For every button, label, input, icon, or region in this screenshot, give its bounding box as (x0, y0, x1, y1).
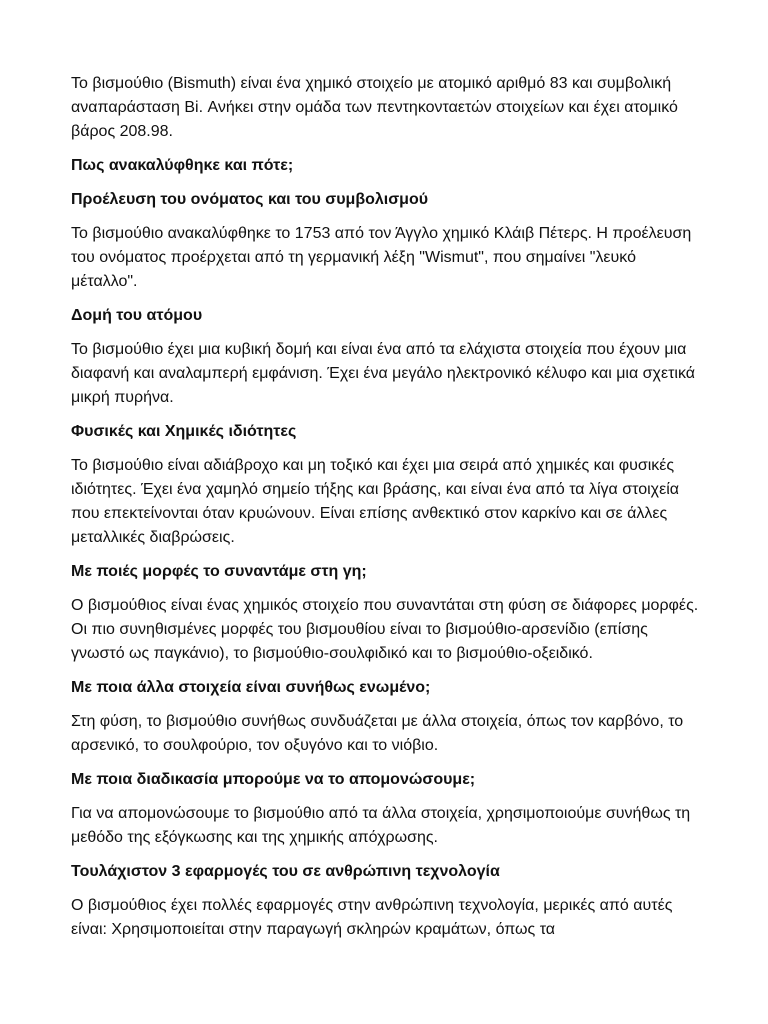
properties-paragraph: Το βισμούθιο είναι αδιάβροχο και μη τοξικό και έχει μια σειρά από χημικές και φυσικές ιδιότητες. Έχει ένα χαμηλό σημείο τήξης και βράσης, και είναι ένα από τα λίγα στοιχεία που επεκτείνονται όταν κρυώνουν. Είναι επίσης ανθεκτικό στον καρκίνο και σε άλλες μεταλλικές διαβρώσεις. (71, 457, 679, 546)
forms-paragraph: Ο βισμούθιος είναι ένας χημικός στοιχείο που συναντάται στη φύση σε διάφορες μορφές. Οι πιο συνηθισμένες μορφές του βισμουθίου είναι το βισμούθιο-αρσενίδιο (επίσης γνωστό ως παγκάνιο), το βισμούθιο-σουλφιδικό και το βισμούθιο-οξειδικό. (71, 597, 699, 662)
document-page (71, 72, 701, 952)
isolation-heading: Με ποια διαδικασία μπορούμε να το απομονώσουμε; (71, 771, 476, 788)
atomic-structure-heading: Δομή του ατόμου (71, 307, 203, 324)
applications-heading: Τουλάχιστον 3 εφαρμογές του σε ανθρώπινη τεχνολογία (71, 863, 500, 880)
applications-paragraph: Ο βισμούθιος έχει πολλές εφαρμογές στην ανθρώπινη τεχνολογία, μερικές από αυτές είναι: Χρησιμοποιείται στην παραγωγή σκληρών κραμάτων, όπως τα (71, 897, 673, 938)
isolation-paragraph: Για να απομονώσουμε το βισμούθιο από τα άλλα στοιχεία, χρησιμοποιούμε συνήθως τη μεθόδο της εξόγκωσης και της χημικής απόχρωσης. (71, 805, 691, 846)
compounds-paragraph: Στη φύση, το βισμούθιο συνήθως συνδυάζεται με άλλα στοιχεία, όπως τον καρβόνο, το αρσενικό, το σουλφούριο, τον οξυγόνο και το νιόβιο. (71, 713, 684, 754)
name-origin-paragraph: Το βισμούθιο ανακαλύφθηκε το 1753 από τον Άγγλο χημικό Κλάιβ Πέτερς. Η προέλευση του ονόματος προέρχεται από τη γερμανική λέξη "Wismut", που σημαίνει "λευκό μέταλλο". (71, 225, 692, 290)
atomic-structure-paragraph: Το βισμούθιο έχει μια κυβική δομή και είναι ένα από τα ελάχιστα στοιχεία που έχουν μια διαφανή και αναλαμπερή εμφάνιση. Έχει ένα μεγάλο ηλεκτρονικό κέλυφο και μια σχετικά μικρή πυρήνα. (71, 341, 696, 406)
name-origin-heading: Προέλευση του ονόματος και του συμβολισμού (71, 191, 429, 208)
properties-heading: Φυσικές και Χημικές ιδιότητες (71, 423, 297, 440)
discovery-heading: Πως ανακαλύφθηκε και πότε; (71, 157, 294, 174)
compounds-heading: Με ποια άλλα στοιχεία είναι συνήθως ενωμένο; (71, 679, 431, 696)
intro-paragraph: Το βισμούθιο (Bismuth) είναι ένα χημικό στοιχείο με ατομικό αριθμό 83 και συμβολική αναπαράσταση Bi. Ανήκει στην ομάδα των πεντηκονταετών στοιχείων και έχει ατομικό βάρος 208.98. (71, 75, 678, 140)
forms-heading: Με ποιές μορφές το συναντάμε στη γη; (71, 563, 367, 580)
